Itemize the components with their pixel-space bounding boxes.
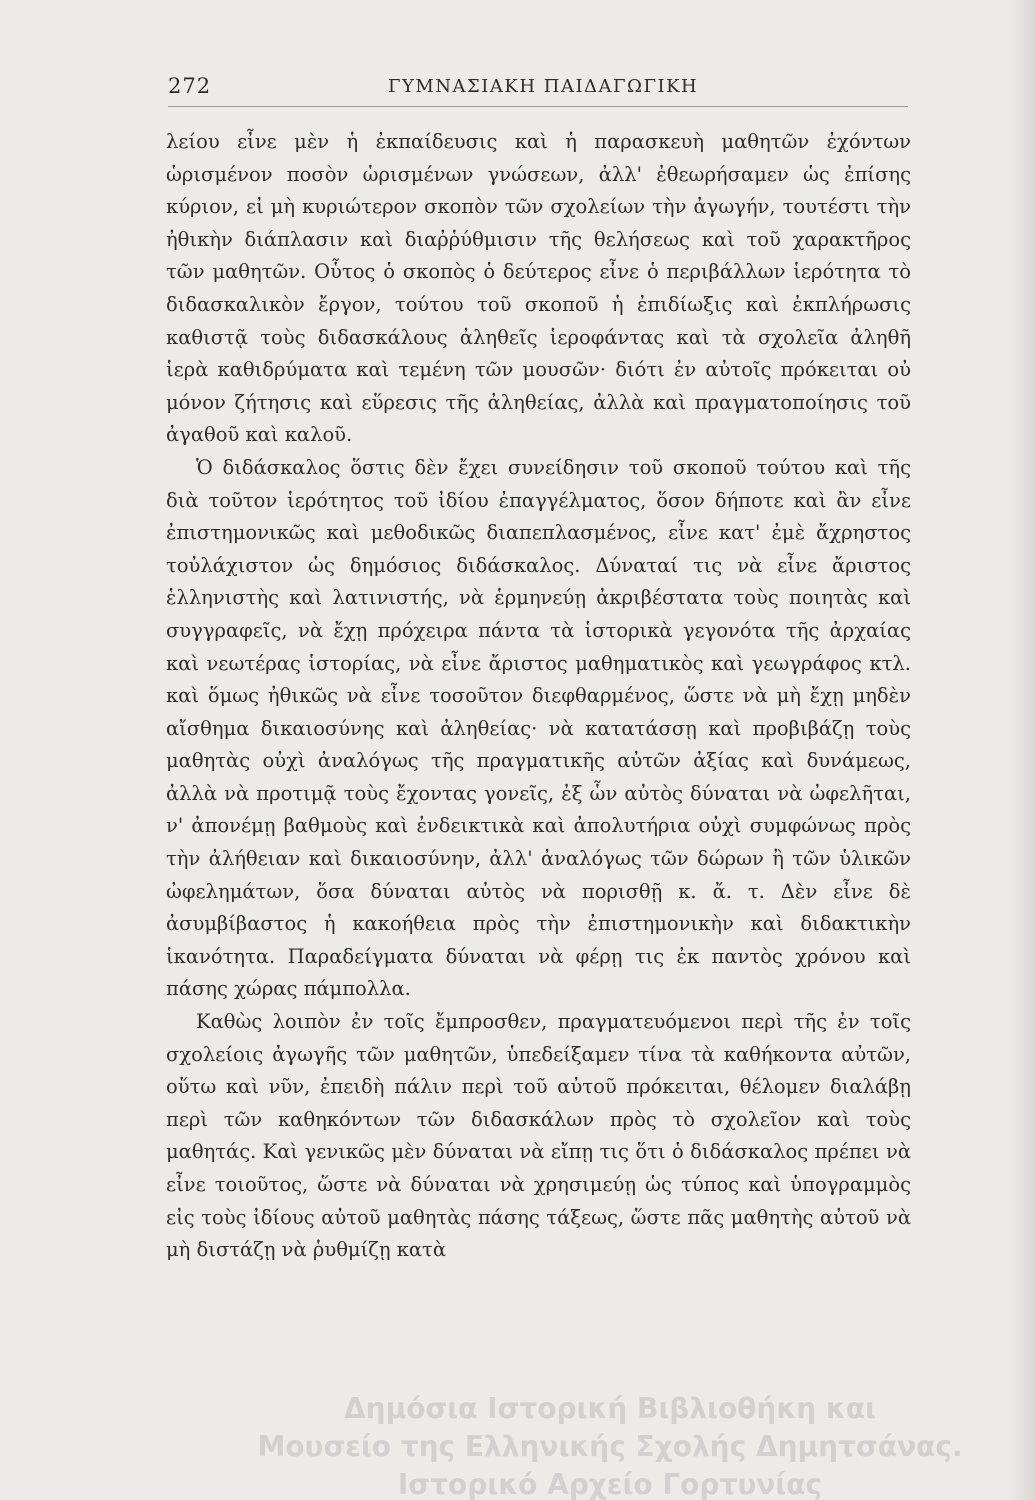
watermark-line-1: Δημόσια Ιστορική Βιβλιοθήκη και — [344, 1392, 876, 1425]
paragraph-1: λείου εἶνε μὲν ἡ ἐκπαίδευσις καὶ ἡ παρασκευὴ μαθητῶν ἐχόντων ὡρισμένον ποσὸν ὡρισμένων γνώσεων, ἀλλ' ἐθεωρήσαμεν ὡς ἐπίσης κύριον, εἰ μὴ κυριώτερον σκοπὸν τῶν σχολείων τὴν ἀγωγήν, τουτέστι τὴν ἠθικὴν διάπλασιν καὶ διαῤῥύθμισιν τῆς θελήσεως καὶ τοῦ χαρακτῆρος τῶν μαθητῶν. Οὗτος ὁ σκοπὸς ὁ δεύτερος εἶνε ὁ περιβάλλων ἱερότητα τὸ διδασκαλικὸν ἔργον, τούτου τοῦ σκοποῦ ἡ ἐπιδίωξις καὶ ἐκπλήρωσις καθιστᾷ τοὺς διδασκάλους ἀληθεῖς ἱεροφάντας καὶ τὰ σχολεῖα ἀληθῆ ἱερὰ καθιδρύματα καὶ τεμένη τῶν μουσῶν· διότι ἐν αὐτοῖς πρόκειται οὐ μόνον ζήτησις καὶ εὕρεσις τῆς ἀληθείας, ἀλλὰ καὶ πραγματοποίησις τοῦ ἀγαθοῦ καὶ καλοῦ. — [166, 130, 911, 447]
paragraph-2: Ὁ διδάσκαλος ὅστις δὲν ἔχει συνείδησιν τοῦ σκοποῦ τούτου καὶ τῆς διὰ τοῦτον ἱερότητος τοῦ ἰδίου ἐπαγγέλματος, ὅσον δήποτε καὶ ἂν εἶνε ἐπιστημονικῶς καὶ μεθοδικῶς διαπεπλασμένος, εἶνε κατ' ἐμὲ ἄχρηστος τοὐλάχιστον ὡς δημόσιος διδάσκαλος. Δύναταί τις νὰ εἶνε ἄριστος ἑλληνιστὴς καὶ λατινιστής, νὰ ἑρμηνεύῃ ἀκριβέστατα τοὺς ποιητὰς καὶ συγγραφεῖς, νὰ ἔχῃ πρόχειρα πάντα τὰ ἱστορικὰ γεγονότα τῆς ἀρχαίας καὶ νεωτέρας ἱστορίας, νὰ εἶνε ἄριστος μαθηματικὸς καὶ γεωγράφος κτλ. καὶ ὅμως ἠθικῶς νὰ εἶνε τοσοῦτον διεφθαρμένος, ὥστε νὰ μὴ ἔχῃ μηδὲν αἴσθημα δικαιοσύνης καὶ ἀληθείας· νὰ κατατάσσῃ καὶ προβιβάζῃ τοὺς μαθητὰς οὐχὶ ἀναλόγως τῆς πραγματικῆς αὐτῶν ἀξίας καὶ δυνάμεως, ἀλλὰ νὰ προτιμᾷ τοὺς ἔχοντας γονεῖς, ἐξ ὧν αὐτὸς δύναται νὰ ὠφελῆται, ν' ἀπονέμῃ βαθμοὺς καὶ ἐνδεικτικὰ καὶ ἀπολυτήρια οὐχὶ συμφώνως πρὸς τὴν ἀλήθειαν καὶ δικαιοσύνην, ἀλλ' ἀναλόγως τῶν δώρων ἢ τῶν ὑλικῶν ὠφελημάτων, ὅσα δύναται αὐτὸς νὰ πορισθῇ κ. ἄ. τ. Δὲν εἶνε δὲ ἀσυμβίβαστος ἡ κακοήθεια πρὸς τὴν ἐπιστημονικὴν καὶ διδακτικὴν ἱκανότητα. Παραδείγματα δύναται νὰ φέρῃ τις ἐκ παντὸς χρόνου καὶ πάσης χώρας πάμπολλα. — [166, 455, 911, 1001]
body-text — [166, 126, 911, 1267]
paragraph-3: Καθὼς λοιπὸν ἐν τοῖς ἔμπροσθεν, πραγματευόμενοι περὶ τῆς ἐν τοῖς σχολείοις ἀγωγῆς τῶν μαθητῶν, ὑπεδείξαμεν τίνα τὰ καθήκοντα αὐτῶν, οὕτω καὶ νῦν, ἐπειδὴ πάλιν περὶ τοῦ αὐτοῦ πρόκειται, θέλομεν διαλάβῃ περὶ τῶν καθηκόντων τῶν διδασκάλων πρὸς τὸ σχολεῖον καὶ τοὺς μαθητάς. Καὶ γενικῶς μὲν δύναται νὰ εἴπῃ τις ὅτι ὁ διδάσκαλος πρέπει νὰ εἶνε τοιοῦτος, ὥστε νὰ δύναται νὰ χρησιμεύῃ ὡς τύπος καὶ ὑπογραμμὸς εἰς τοὺς ἰδίους αὐτοῦ μαθητὰς πάσης τάξεως, ὥστε πᾶς μαθητὴς αὐτοῦ νὰ μὴ διστάζῃ νὰ ῥυθμίζῃ κατὰ — [166, 1010, 911, 1262]
running-header — [168, 70, 908, 107]
library-watermark — [200, 1390, 1020, 1500]
watermark-line-3: Ιστορικό Αρχείο Γορτυνίας — [397, 1468, 823, 1500]
page-edge-shadow — [1007, 0, 1035, 1500]
page-number: 272 — [168, 74, 212, 98]
running-title: ΓΥΜΝΑΣΙΑΚΗ ΠΑΙΔΑΓΩΓΙΚΗ — [388, 76, 699, 97]
watermark-line-2: Μουσείο της Ελληνικής Σχολής Δημητσάνας. — [257, 1430, 963, 1463]
